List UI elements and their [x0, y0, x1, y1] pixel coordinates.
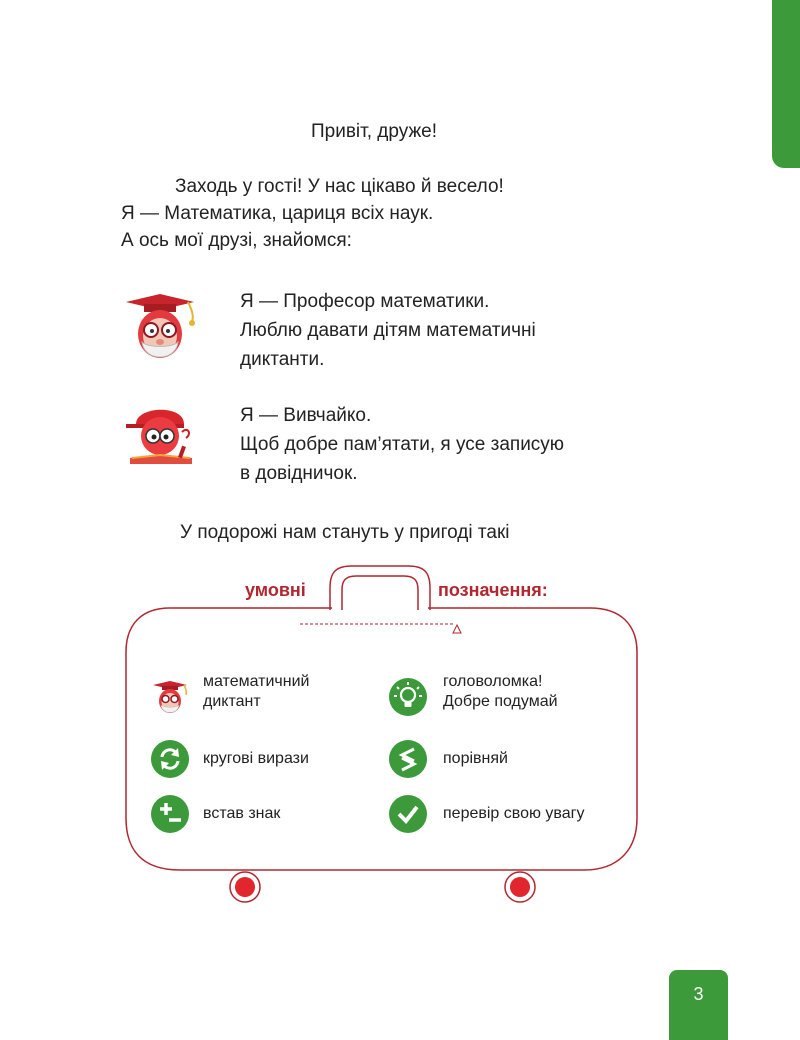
page-number: 3	[669, 970, 728, 1040]
checkmark-icon	[389, 795, 427, 833]
legend-compare-label: порівняй	[443, 750, 508, 767]
travel-line: У подорожі нам стануть у пригоді такі	[180, 522, 510, 543]
vyvchaiko-icon	[122, 402, 202, 468]
lightbulb-icon	[389, 678, 427, 716]
legend-title-left: умовні	[245, 580, 306, 600]
intro-line-1: Заходь у гості! У нас цікаво й весело!	[175, 176, 504, 197]
vyvchaiko-line-1: Я — Вивчайко.	[240, 405, 372, 426]
suitcase-outline	[120, 560, 645, 920]
legend-dictation-line-2: диктант	[203, 693, 261, 710]
legend-sign-label: встав знак	[203, 805, 281, 822]
legend-title-right: позначення:	[438, 580, 548, 600]
professor-line-1: Я — Професор математики.	[240, 291, 490, 312]
legend-puzzle-line-1: головоломка!	[443, 673, 543, 690]
compare-icon	[389, 740, 427, 778]
plus-minus-icon	[151, 795, 189, 833]
legend-dictation-line-1: математичний	[203, 673, 310, 690]
legend-professor-icon	[151, 676, 191, 720]
legend-circular-label: кругові вирази	[203, 750, 309, 767]
chapter-tab	[772, 0, 800, 168]
legend-puzzle-line-2: Добре подумай	[443, 693, 558, 710]
vyvchaiko-line-2: Щоб добре пам’ятати, я усе записую	[240, 434, 565, 455]
professor-icon	[122, 288, 202, 368]
legend-attention-label: перевір свою увагу	[443, 805, 585, 822]
cycle-arrows-icon	[151, 740, 189, 778]
intro-line-3: А ось мої друзі, знайомся:	[121, 230, 352, 251]
vyvchaiko-line-3: в довідничок.	[240, 463, 358, 484]
greeting: Привіт, друже!	[311, 121, 438, 142]
intro-line-2: Я — Математика, цариця всіх наук.	[121, 203, 434, 224]
professor-line-3: диктанти.	[240, 349, 325, 370]
professor-line-2: Люблю давати дітям математичні	[240, 320, 536, 341]
